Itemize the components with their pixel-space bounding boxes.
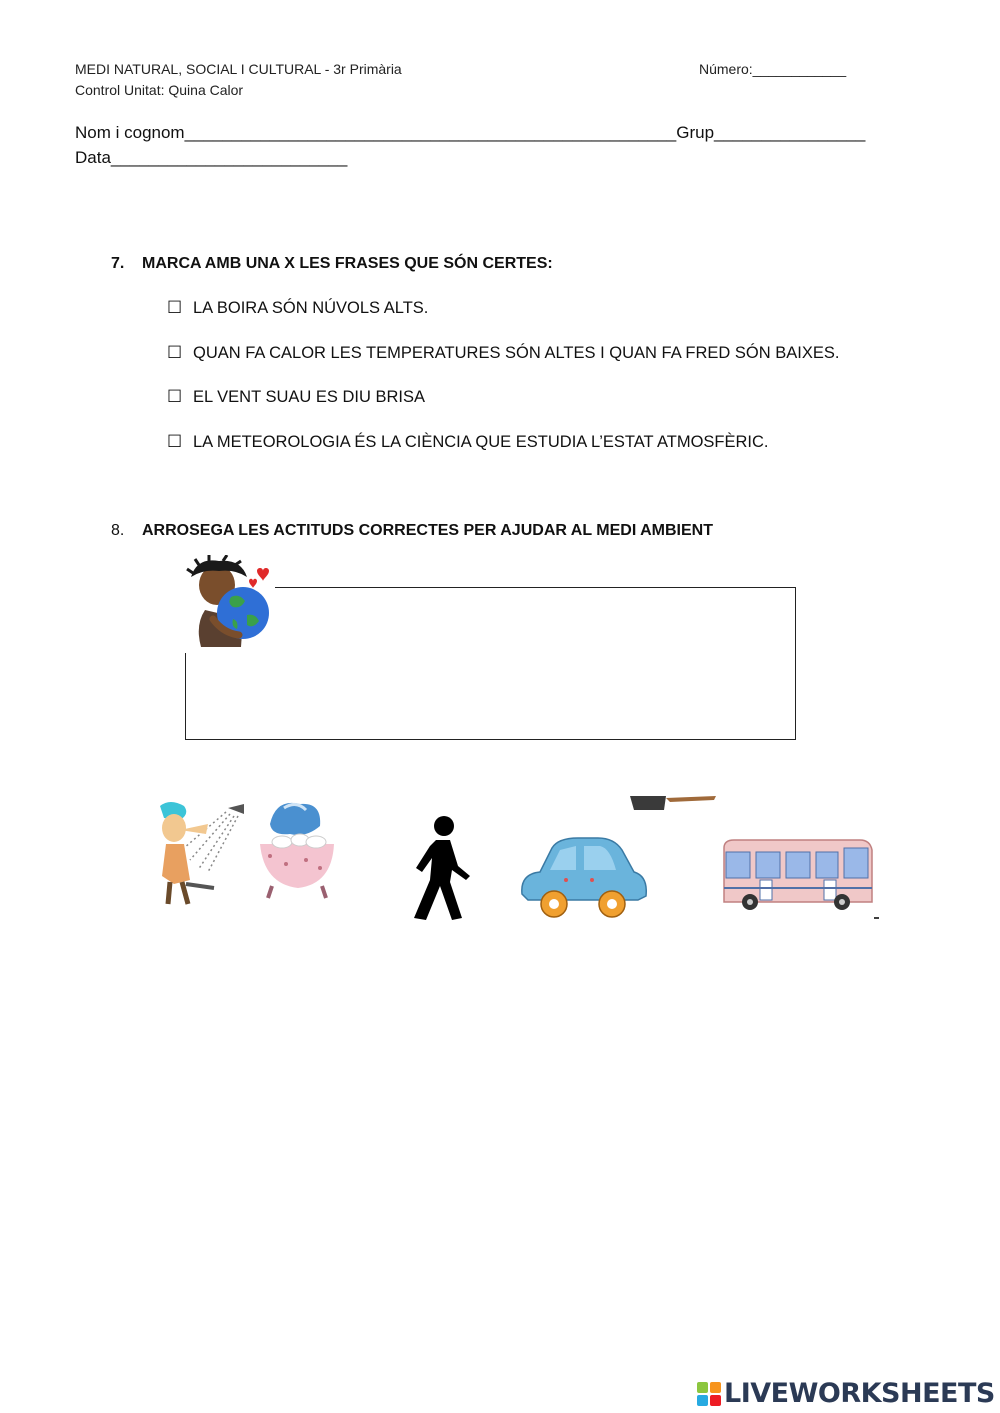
unit-header: Control Unitat: Quina Calor — [75, 82, 244, 98]
q7-option-1 — [167, 298, 428, 318]
name-group-line[interactable]: Nom i cognom____________________________________________________Grup________________ — [75, 123, 866, 142]
subject-header: MEDI NATURAL, SOCIAL I CULTURAL - 3r Primària — [75, 61, 402, 77]
bus-icon[interactable] — [720, 836, 880, 922]
question-7-title: MARCA AMB UNA X LES FRASES QUE SÓN CERTES: — [142, 255, 553, 272]
q7-option-label: LA BOIRA SÓN NÚVOLS ALTS. — [193, 298, 429, 317]
drop-zone[interactable] — [185, 587, 796, 740]
number-field[interactable]: Número:____________ — [699, 61, 847, 77]
q7-option-label: QUAN FA CALOR LES TEMPERATURES SÓN ALTES I QUAN FA FRED SÓN BAIXES. — [193, 343, 840, 362]
logo-text: LIVEWORKSHEETS — [724, 1378, 995, 1409]
question-8-title: ARROSEGA LES ACTITUDS CORRECTES PER AJUDAR AL MEDI AMBIENT — [142, 522, 713, 539]
checkbox[interactable]: ☐ — [167, 343, 183, 363]
q7-option-4 — [167, 432, 769, 452]
q7-option-label: LA METEOROLOGIA ÉS LA CIÈNCIA QUE ESTUDIA L’ESTAT ATMOSFÈRIC. — [193, 432, 769, 451]
earth-hug-icon — [183, 555, 275, 653]
date-line[interactable]: Data_________________________ — [75, 148, 348, 167]
walking-person-icon[interactable] — [404, 814, 474, 922]
q7-option-3 — [167, 387, 425, 407]
clipped-image-fragment — [628, 794, 720, 812]
shower-icon[interactable] — [150, 800, 246, 908]
q7-option-label: EL VENT SUAU ES DIU BRISA — [193, 387, 425, 406]
checkbox[interactable]: ☐ — [167, 387, 183, 407]
car-icon[interactable] — [518, 834, 650, 920]
q7-option-2 — [167, 343, 839, 363]
checkbox[interactable]: ☐ — [167, 298, 183, 318]
checkbox[interactable]: ☐ — [167, 432, 183, 452]
bathtub-icon[interactable] — [256, 798, 338, 904]
question-8-number: 8. — [111, 522, 125, 539]
liveworksheets-logo — [697, 1378, 995, 1409]
logo-icon — [697, 1382, 721, 1406]
question-7-number: 7. — [111, 255, 125, 272]
